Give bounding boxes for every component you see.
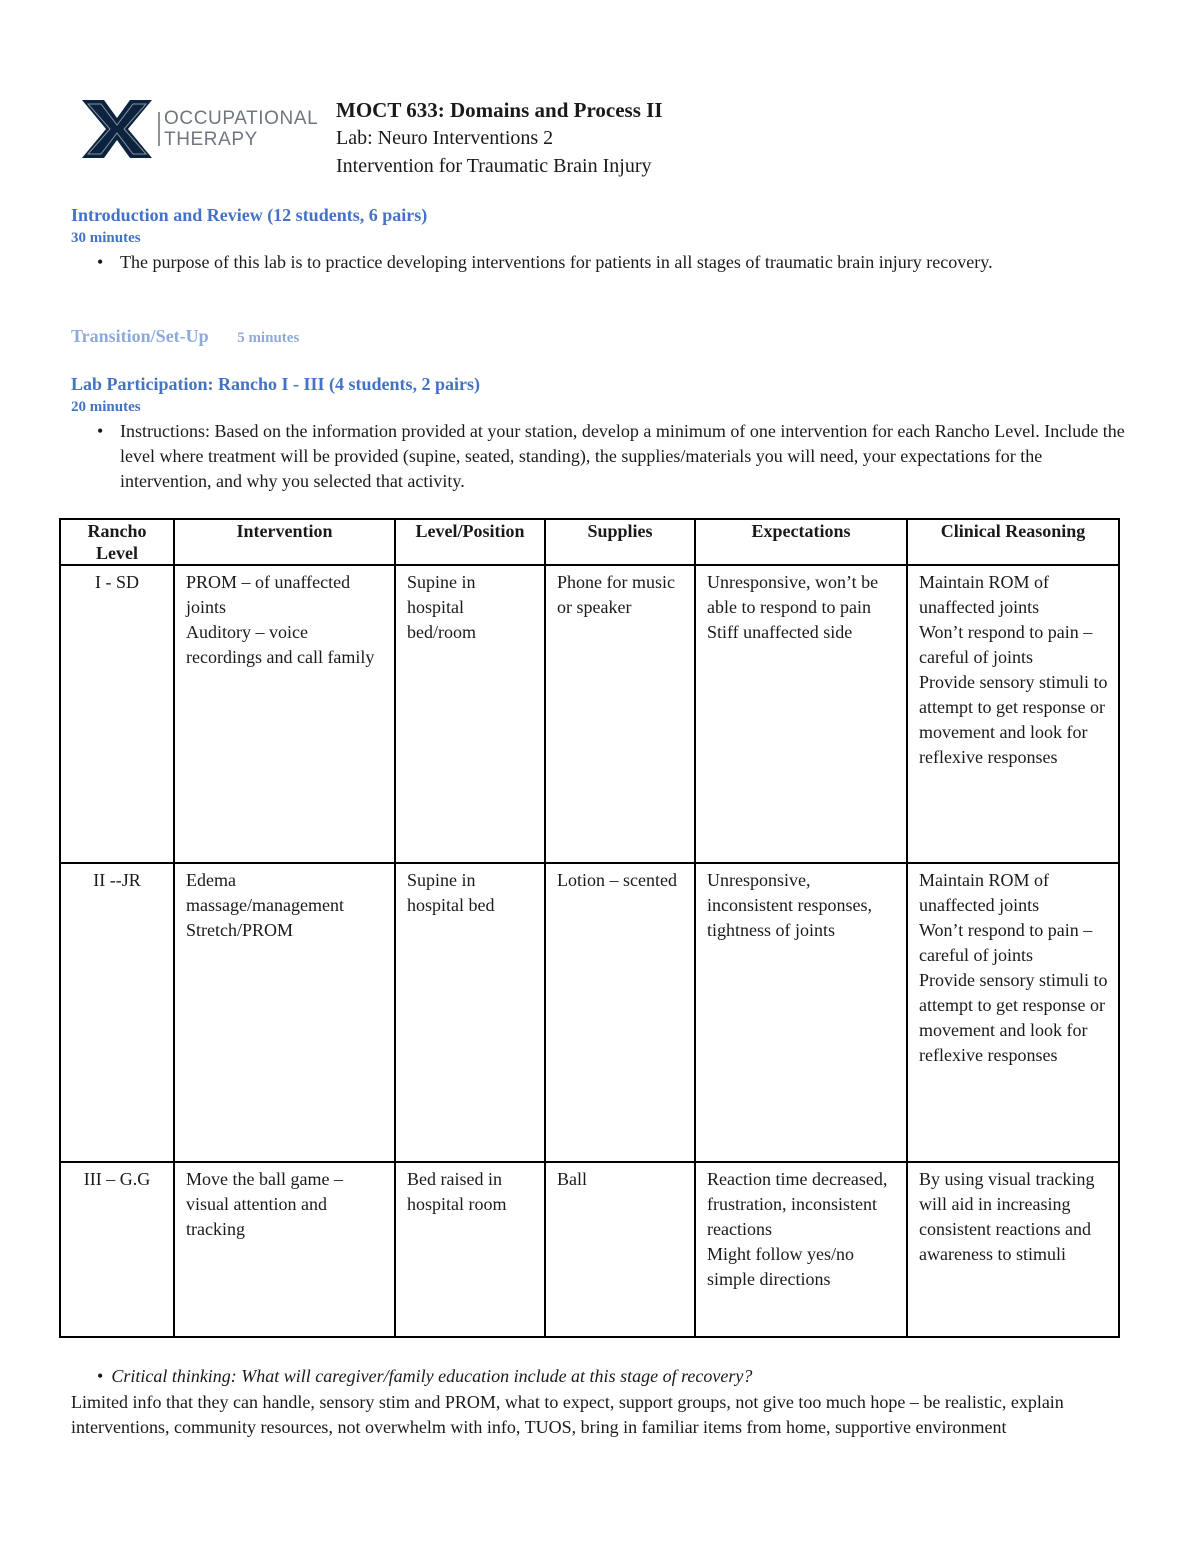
reasoning-cell: Maintain ROM of unaffected joints Won’t respond to pain – careful of joints Provide sensory stimuli to attempt to get response or movement and look for reflexive responses (907, 863, 1119, 1162)
lab-title: Lab: Neuro Interventions 2 (336, 127, 554, 149)
instructions-text: Instructions: Based on the information provided at your station, develop a minimum of one intervention for each Rancho Level. Include the level where treatment will be provided (supine, seated, standing), the supplies/materials you will need, your expectations for the intervention, and why you selected that activity. (120, 421, 1125, 491)
intro-heading: Introduction and Review (12 students, 6 pairs) (71, 205, 428, 225)
intervention-cell: Edema massage/management Stretch/PROM (174, 863, 395, 1162)
bullet-icon: • (97, 252, 104, 272)
position-cell: Supine in hospital bed/room (395, 565, 545, 863)
reasoning-cell: Maintain ROM of unaffected joints Won’t respond to pain – careful of joints Provide sensory stimuli to attempt to get response or movement and look for reflexive responses (907, 565, 1119, 863)
expectations-cell: Unresponsive, inconsistent responses, tightness of joints (695, 863, 907, 1162)
intro-bullet-text: The purpose of this lab is to practice developing interventions for patients in all stages of traumatic brain injury recovery. (120, 252, 993, 272)
column-header: Expectations (695, 519, 907, 565)
table-header-row (60, 519, 1119, 565)
logo-wordmark (164, 108, 318, 150)
list-item (97, 419, 1127, 494)
x-logo-icon (82, 100, 152, 158)
reasoning-cell: By using visual tracking will aid in increasing consistent reactions and awareness to stimuli (907, 1162, 1119, 1337)
rancho-level-cell: I - SD (60, 565, 174, 863)
transition-label: Transition/Set-Up (71, 326, 209, 346)
transition-heading (71, 326, 299, 347)
column-header: Level/Position (395, 519, 545, 565)
expectations-cell: Unresponsive, won’t be able to respond to pain Stiff unaffected side (695, 565, 907, 863)
lab-topic: Intervention for Traumatic Brain Injury (336, 155, 652, 177)
transition-duration: 5 minutes (237, 330, 300, 346)
rancho-intervention-table (59, 518, 1120, 1338)
table-row (60, 565, 1119, 863)
supplies-cell: Phone for music or speaker (545, 565, 695, 863)
table-row (60, 1162, 1119, 1337)
lab-instructions (97, 419, 1127, 494)
critical-thinking-answer: Limited info that they can handle, sensory stim and PROM, what to expect, support groups, not give too much hope – be realistic, explain interventions, community resources, not overwhelm with info, TUOS, bring in familiar items from home, supportive environment (71, 1392, 1064, 1437)
column-header: Intervention (174, 519, 395, 565)
document-header (336, 96, 663, 180)
rancho-level-cell: II --JR (60, 863, 174, 1162)
column-header: Rancho Level (60, 519, 174, 565)
supplies-cell: Ball (545, 1162, 695, 1337)
logo-divider (158, 112, 160, 146)
bullet-icon: • (97, 1366, 104, 1386)
critical-thinking-text: Critical thinking: What will caregiver/family education include at this stage of recovery? (111, 1366, 753, 1386)
intro-duration: 30 minutes (71, 230, 141, 246)
expectations-cell: Reaction time decreased, frustration, inconsistent reactions Might follow yes/no simple directions (695, 1162, 907, 1337)
course-title: MOCT 633: Domains and Process II (336, 98, 663, 122)
position-cell: Bed raised in hospital room (395, 1162, 545, 1337)
intro-bullets (97, 250, 1127, 275)
supplies-cell: Lotion – scented (545, 863, 695, 1162)
rancho-level-cell: III – G.G (60, 1162, 174, 1337)
lab-participation-heading: Lab Participation: Rancho I - III (4 students, 2 pairs) (71, 374, 481, 394)
logo-line1: OCCUPATIONAL (164, 108, 319, 129)
logo (82, 100, 319, 160)
logo-line2: THERAPY (164, 129, 258, 150)
list-item (97, 250, 1127, 275)
table-row (60, 863, 1119, 1162)
intervention-cell: Move the ball game – visual attention and tracking (174, 1162, 395, 1337)
position-cell: Supine in hospital bed (395, 863, 545, 1162)
column-header: Supplies (545, 519, 695, 565)
column-header: Clinical Reasoning (907, 519, 1119, 565)
bullet-icon: • (97, 421, 104, 441)
lab-participation-duration: 20 minutes (71, 399, 141, 415)
critical-thinking-question (97, 1364, 752, 1389)
intervention-cell: PROM – of unaffected joints Auditory – voice recordings and call family (174, 565, 395, 863)
